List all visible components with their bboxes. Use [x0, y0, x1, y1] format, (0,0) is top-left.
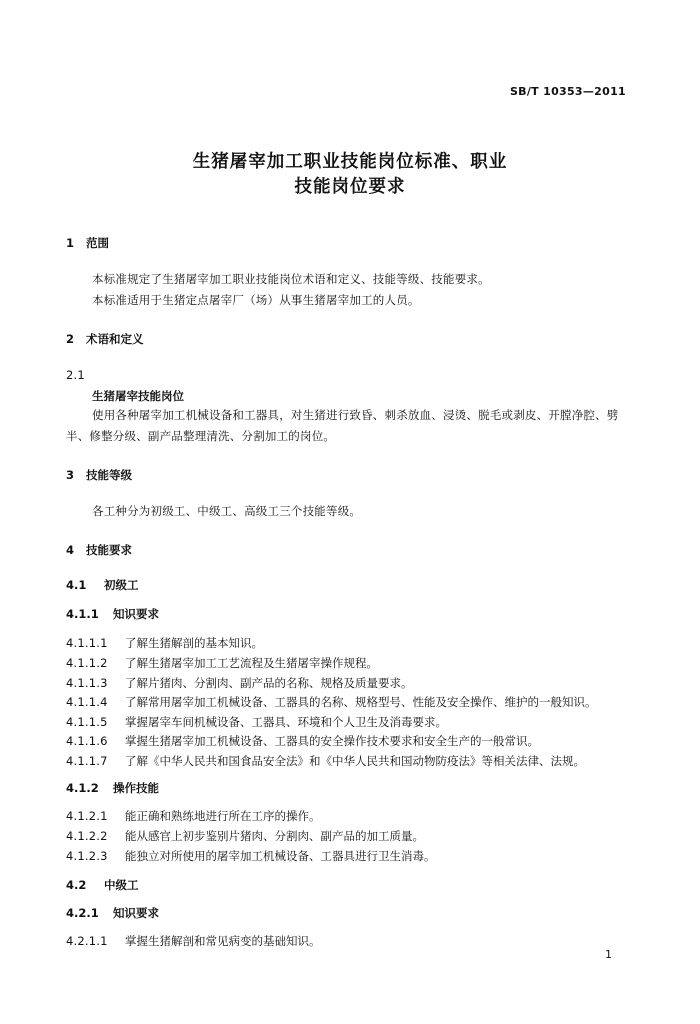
document-title-line-1: 生猪屠宰加工职业技能岗位标准、职业: [192, 152, 508, 172]
item-number: 4.1.1.6: [66, 734, 108, 748]
document-title-line-2: 技能岗位要求: [294, 177, 406, 197]
item-text: 了解《中华人民共和国食品安全法》和《中华人民共和国动物防疫法》等相关法律、法规。: [125, 754, 585, 768]
subsection-number-2-1: 2.1: [66, 368, 85, 382]
term-name: 生猪屠宰技能岗位: [92, 389, 184, 403]
subsection-number: 4.1: [66, 578, 87, 592]
item-number: 4.1.1.5: [66, 715, 108, 729]
item-number: 4.1.2.3: [66, 849, 108, 863]
item-number: 4.1.2.2: [66, 829, 108, 843]
skill-levels-paragraph: 各工种分为初级工、中级工、高级工三个技能等级。: [92, 504, 362, 518]
subsection-title: 知识要求: [113, 607, 159, 621]
list-item: [66, 808, 321, 824]
subsection-number: 4.1.1: [66, 607, 99, 621]
standard-code: SB/T 10353—2011: [509, 85, 626, 98]
item-number: 4.2.1.1: [66, 934, 108, 948]
list-item: [66, 753, 585, 769]
subsection-heading-4-1-2: [66, 780, 159, 796]
list-item: [66, 714, 447, 730]
item-text: 了解生猪解剖的基本知识。: [125, 636, 263, 650]
item-text: 了解生猪屠宰加工工艺流程及生猪屠宰操作规程。: [125, 656, 378, 670]
list-item: [66, 635, 263, 651]
scope-paragraph-2: 本标准适用于生猪定点屠宰厂（场）从事生猪屠宰加工的人员。: [92, 293, 420, 307]
section-title: 术语和定义: [86, 332, 144, 346]
item-text: 了解片猪肉、分割肉、副产品的名称、规格及质量要求。: [125, 676, 413, 690]
section-heading-1: [66, 235, 109, 251]
item-number: 4.1.1.7: [66, 754, 108, 768]
term-definition-line-2: 半、修整分级、副产品整理清洗、分割加工的岗位。: [66, 429, 336, 443]
list-item: [66, 848, 436, 864]
section-number: 4: [66, 543, 75, 557]
item-text: 能从感官上初步鉴别片猪肉、分割肉、副产品的加工质量。: [125, 829, 424, 843]
list-item: [66, 828, 424, 844]
subsection-number: 4.2: [66, 878, 87, 892]
subsection-heading-4-2: [66, 877, 139, 893]
section-number: 1: [66, 236, 75, 250]
item-number: 4.1.1.2: [66, 656, 108, 670]
item-text: 了解常用屠宰加工机械设备、工器具的名称、规格型号、性能及安全操作、维护的一般知识。: [125, 695, 597, 709]
section-title: 技能要求: [86, 543, 132, 557]
section-number: 3: [66, 468, 75, 482]
scope-paragraph-1: 本标准规定了生猪屠宰加工职业技能岗位术语和定义、技能等级、技能要求。: [92, 272, 490, 286]
section-heading-3: [66, 467, 132, 483]
item-text: 能正确和熟练地进行所在工序的操作。: [125, 809, 321, 823]
subsection-number: 4.1.2: [66, 781, 99, 795]
list-item: [66, 933, 321, 949]
section-title: 范围: [86, 236, 109, 250]
list-item: [66, 655, 378, 671]
section-heading-2: [66, 331, 144, 347]
subsection-title: 中级工: [104, 878, 139, 892]
list-item: [66, 694, 597, 710]
subsection-title: 知识要求: [113, 906, 159, 920]
list-item: [66, 733, 539, 749]
subsection-heading-4-1-1: [66, 606, 159, 622]
item-text: 掌握屠宰车间机械设备、工器具、环境和个人卫生及消毒要求。: [125, 715, 447, 729]
item-text: 掌握生猪屠宰加工机械设备、工器具的安全操作技术要求和安全生产的一般常识。: [125, 734, 539, 748]
item-number: 4.1.2.1: [66, 809, 108, 823]
item-text: 掌握生猪解剖和常见病变的基础知识。: [125, 934, 321, 948]
subsection-heading-4-2-1: [66, 905, 159, 921]
item-number: 4.1.1.1: [66, 636, 108, 650]
subsection-title: 初级工: [104, 578, 139, 592]
section-title: 技能等级: [86, 468, 132, 482]
page-number: 1: [605, 948, 612, 961]
item-number: 4.1.1.4: [66, 695, 108, 709]
section-number: 2: [66, 332, 75, 346]
item-text: 能独立对所使用的屠宰加工机械设备、工器具进行卫生消毒。: [125, 849, 436, 863]
list-item: [66, 675, 413, 691]
subsection-title: 操作技能: [113, 781, 159, 795]
section-heading-4: [66, 542, 132, 558]
subsection-heading-4-1: [66, 577, 139, 593]
term-definition-line-1: 使用各种屠宰加工机械设备和工器具，对生猪进行致昏、刺杀放血、浸烫、脱毛或剥皮、开膛净腔、劈: [92, 408, 619, 422]
item-number: 4.1.1.3: [66, 676, 108, 690]
subsection-number: 4.2.1: [66, 906, 99, 920]
